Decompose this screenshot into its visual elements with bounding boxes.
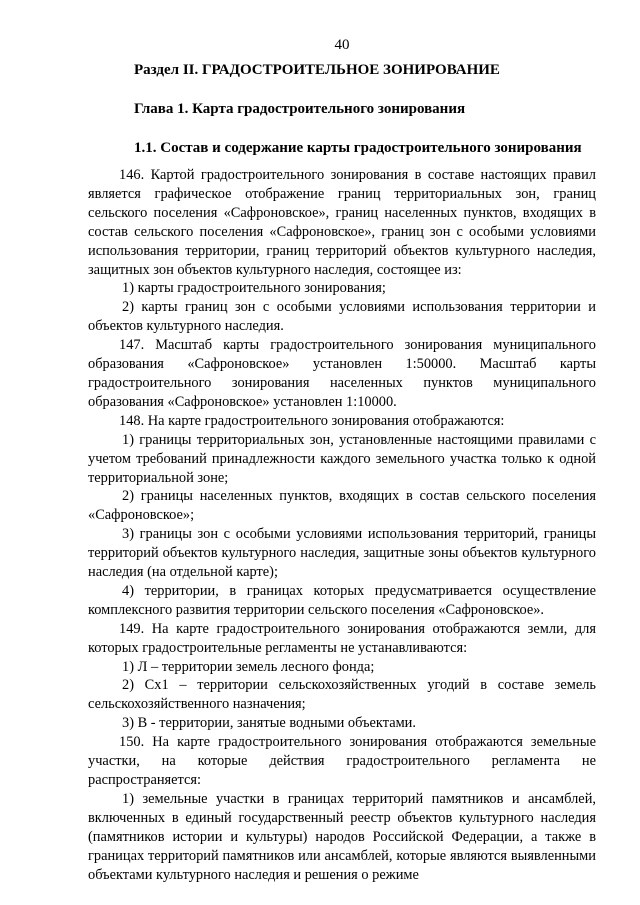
paragraph-148: 148. На карте градостроительного зонирования отображаются: (119, 412, 505, 429)
list-item: 1) границы территориальных зон, установленные настоящими правилами с учетом требований принадлежности каждого земельного участка только к одной территориальной зоне; (88, 431, 596, 486)
list-item: 2) границы населенных пунктов, входящих в состав сельского поселения «Сафроновское»; (88, 488, 596, 524)
paragraph-147: 147. Масштаб карты градостроительного зонирования муниципального образования «Сафроновское» установлен 1:50000. Масштаб карты градостроительного зонирования населенных пунктов муниципального образования «Сафроновское» установлен 1:10000. (88, 337, 596, 410)
subsection-title: 1.1. Состав и содержание карты градостроительного зонирования (134, 140, 582, 156)
section-title: Раздел II. ГРАДОСТРОИТЕЛЬНОЕ ЗОНИРОВАНИЕ (134, 62, 500, 78)
paragraph-150: 150. На карте градостроительного зонирования отображаются земельные участки, на которые действия градостроительного регламента не распространяется: (88, 734, 596, 788)
list-item: 3) границы зон с особыми условиями использования территорий, границы территорий объектов культурного наследия, защитные зоны объектов культурного наследия (на отдельной карте); (88, 526, 596, 581)
paragraph-149: 149. На карте градостроительного зонирования отображаются земли, для которых градостроительные регламенты не устанавливаются: (88, 620, 596, 656)
list-item: 1) земельные участки в границах территорий памятников и ансамблей, включенных в единый государственный реестр объектов культурного наследия (памятников истории и культуры) народов Российской Федерации, а также в границах территорий памятников или ансамблей, которые являются выявленными объектами культурного наследия и решения о режиме (88, 790, 596, 883)
list-item: 2) Сх1 – территории сельскохозяйственных угодий в составе земель сельскохозяйственного назначения; (88, 677, 596, 713)
list-item: 3) В - территории, занятые водными объектами. (122, 715, 416, 732)
chapter-title: Глава 1. Карта градостроительного зонирования (134, 101, 466, 117)
paragraph-146: 146. Картой градостроительного зонирования в составе настоящих правил является графическое отображение границ территориальных зон, границ сельского поселения «Сафроновское», границ населенных пунктов, входящих в состав сельского поселения «Сафроновское», границ зон с особыми условиями использования территории, границ территорий объектов культурного наследия, защитных зон объектов культурного наследия, состоящее из: (88, 167, 596, 278)
list-item: 1) Л – территории земель лесного фонда; (122, 658, 375, 675)
page-number: 40 (334, 37, 350, 53)
list-item: 1) карты градостроительного зонирования; (122, 280, 386, 297)
list-item: 2) карты границ зон с особыми условиями использования территории и объектов культурного наследия. (88, 299, 596, 335)
document-page (88, 36, 596, 884)
list-item: 4) территории, в границах которых предусматривается осуществление комплексного развития территории сельского поселения «Сафроновское». (88, 582, 596, 618)
